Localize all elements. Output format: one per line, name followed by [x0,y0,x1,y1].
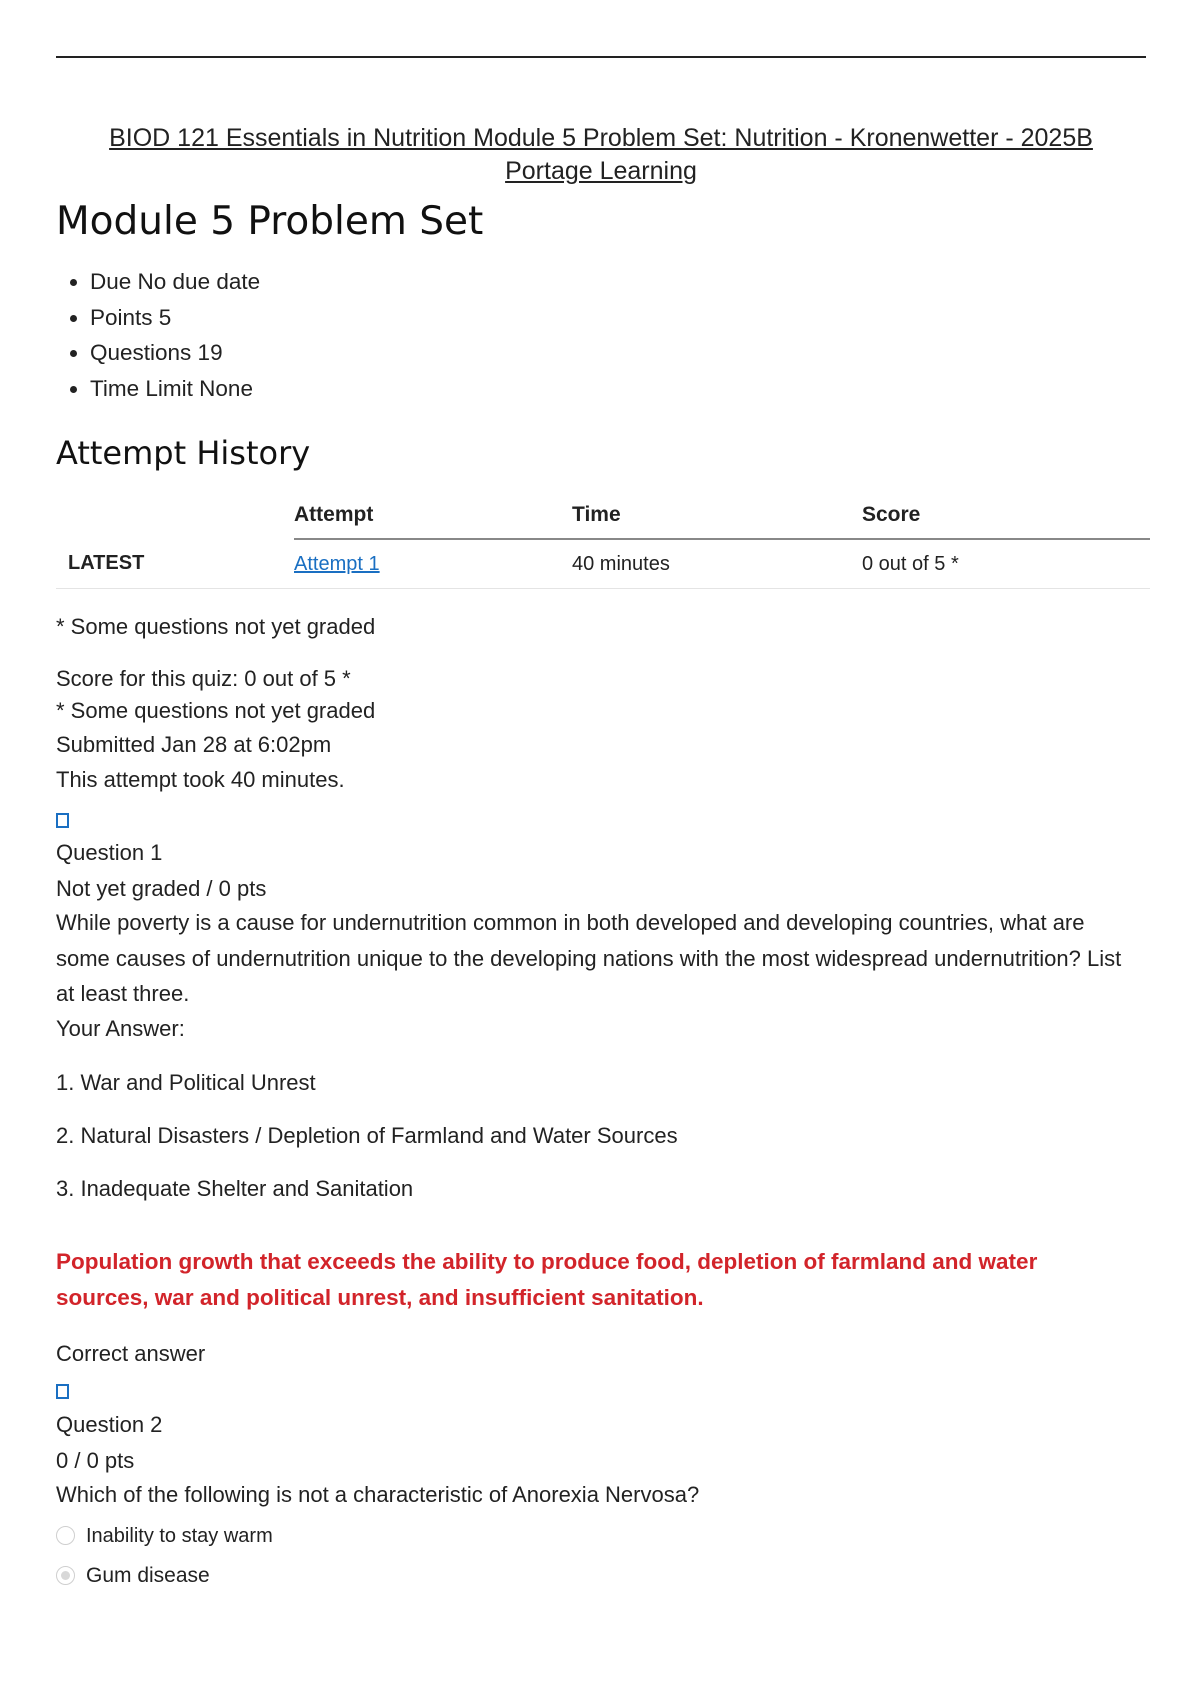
score-cell: 0 out of 5 * [862,539,1150,589]
detail-due: • Due No due date [90,264,260,300]
question-2-title: Question 2 [56,1412,163,1437]
question-1-points: Not yet graded / 0 pts [56,876,267,901]
history-note: * Some questions not yet graded [56,614,376,639]
quiz-score: Score for this quiz: 0 out of 5 * [56,666,351,691]
flag-question-icon[interactable] [56,813,69,828]
answer-item-2: 2. Natural Disasters / Depletion of Farmland and Water Sources [56,1123,678,1148]
table-header-row [56,492,1150,539]
top-rule [56,56,1146,58]
correct-answer-feedback: Population growth that exceeds the ability to produce food, depletion of farmland and water sources, war and political unrest, and insufficient sanitation. [56,1249,1038,1310]
document-title-line2: Portage Learning [505,157,697,185]
quiz-heading: Module 5 Problem Set [56,199,484,244]
header-time: Time [572,492,862,539]
attempt-history-table [56,492,1150,589]
question-2-points: 0 / 0 pts [56,1448,135,1473]
answer-label: Your Answer: [56,1016,185,1041]
option-radio[interactable] [56,1526,75,1545]
quiz-details [56,264,260,406]
answer-result: Correct answer [56,1341,206,1366]
question-2-text: Which of the following is not a characteristic of Anorexia Nervosa? [56,1482,700,1507]
header-score: Score [862,492,1150,539]
detail-time-limit: • Time Limit None [90,371,260,407]
question-1-title: Question 1 [56,840,163,865]
latest-label: LATEST [56,539,294,589]
option-label: Inability to stay warm [86,1525,273,1547]
option-label: Gum disease [86,1564,210,1587]
answer-item-3: 3. Inadequate Shelter and Sanitation [56,1176,414,1201]
header-blank [56,492,294,539]
answer-item-1: 1. War and Political Unrest [56,1070,316,1095]
detail-points: • Points 5 [90,300,260,336]
attempt-history-heading: Attempt History [56,434,311,472]
document-title-line1: BIOD 121 Essentials in Nutrition Module 5 Problem Set: Nutrition - Kronenwetter - 2025B [109,124,1093,152]
document-title [56,122,1146,188]
attempt-duration: This attempt took 40 minutes. [56,767,345,792]
header-attempt: Attempt [294,492,572,539]
time-cell: 40 minutes [572,539,862,589]
grading-note: * Some questions not yet graded [56,698,376,723]
attempt-link[interactable]: Attempt 1 [294,552,380,575]
submitted-time: Submitted Jan 28 at 6:02pm [56,732,332,757]
question-1-text: While poverty is a cause for undernutrition common in both developed and developing countries, what are some causes of undernutrition unique to the developing nations with the most widespread undernutrition? List at least three. [56,910,1122,1006]
attempt-cell [294,539,572,589]
table-row [56,539,1150,589]
detail-questions: • Questions 19 [90,335,260,371]
flag-question-icon[interactable] [56,1384,69,1399]
option-radio-selected[interactable] [56,1566,75,1585]
